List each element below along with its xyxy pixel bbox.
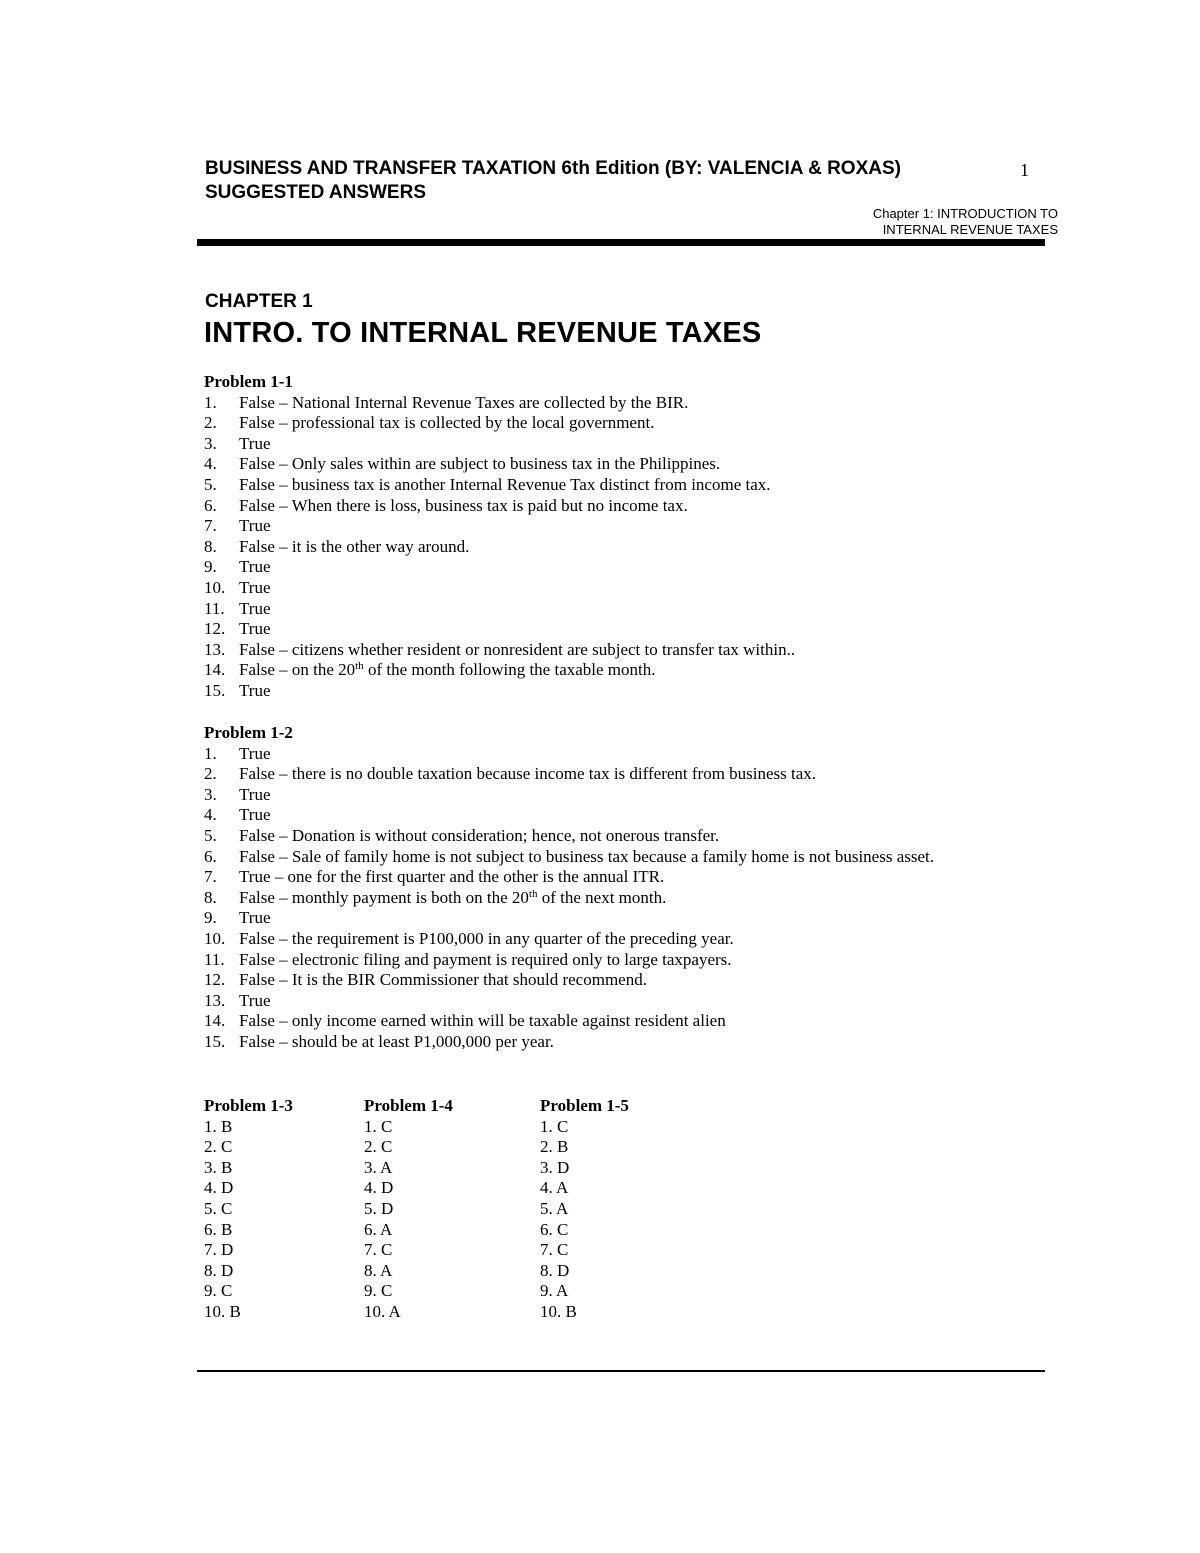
problem-1-1-section	[204, 372, 1024, 702]
answer-row: 3. B	[204, 1157, 233, 1177]
item-text-after: of the month following the taxable month.	[363, 660, 656, 680]
item-text	[239, 888, 1024, 909]
list-item	[204, 888, 1024, 909]
item-number: 3.	[204, 433, 217, 453]
item-text: True	[239, 805, 271, 825]
item-number: 2.	[204, 413, 217, 433]
item-text: True	[239, 784, 271, 804]
list-item	[204, 496, 1024, 517]
list-item	[204, 475, 1024, 496]
answer-row: 1. C	[364, 1116, 393, 1136]
list-item	[204, 826, 1024, 847]
answer-row: 8. D	[540, 1260, 570, 1280]
list-item	[204, 640, 1024, 661]
answer-row: 9. A	[540, 1281, 569, 1301]
answer-row: 9. C	[204, 1281, 233, 1301]
list-item	[204, 929, 1024, 950]
list-item	[204, 950, 1024, 971]
item-text: True	[239, 577, 271, 597]
item-number: 8.	[204, 887, 217, 907]
answer-row: 2. C	[204, 1137, 233, 1157]
answer-row: 8. A	[364, 1260, 393, 1280]
answer-row: 6. C	[540, 1219, 569, 1239]
ordinal-superscript: th	[355, 660, 364, 673]
problem-heading: Problem 1-2	[204, 723, 293, 742]
answer-row: 5. D	[364, 1198, 394, 1218]
item-text: True	[239, 743, 271, 763]
item-text: True	[239, 557, 271, 577]
list-item	[204, 805, 1024, 826]
list-item	[204, 619, 1024, 640]
list-item	[204, 393, 1024, 414]
problem-heading: Problem 1-1	[204, 372, 293, 391]
list-item	[204, 413, 1024, 434]
item-number: 2.	[204, 764, 217, 784]
problem-1-2-section	[204, 723, 1024, 1053]
list-item	[204, 744, 1024, 765]
list-item	[204, 991, 1024, 1012]
list-item	[204, 908, 1024, 929]
answer-row: 1. C	[540, 1116, 569, 1136]
item-text: False – the requirement is P100,000 in any quarter of the preceding year.	[239, 928, 734, 948]
item-number: 6.	[204, 495, 217, 515]
answer-row: 8. D	[204, 1260, 234, 1280]
item-text: False – should be at least P1,000,000 per year.	[239, 1031, 554, 1051]
footer-divider	[197, 1370, 1045, 1372]
item-number: 9.	[204, 557, 217, 577]
item-number: 1.	[204, 392, 217, 412]
problem-1-3-column	[204, 1096, 293, 1323]
item-text: False – professional tax is collected by the local government.	[239, 413, 655, 433]
item-number: 6.	[204, 846, 217, 866]
page-number: 1	[1020, 160, 1029, 180]
list-item	[204, 557, 1024, 578]
answer-row: 10. A	[364, 1301, 401, 1321]
item-number: 5.	[204, 474, 217, 494]
item-text: False – electronic filing and payment is required only to large taxpayers.	[239, 949, 732, 969]
item-number: 4.	[204, 454, 217, 474]
item-text: False – only income earned within will be taxable against resident alien	[239, 1011, 726, 1031]
header-title-line-2: SUGGESTED ANSWERS	[205, 182, 426, 203]
item-number: 9.	[204, 908, 217, 928]
item-text: False – citizens whether resident or nonresident are subject to transfer tax within..	[239, 639, 796, 659]
item-text	[239, 660, 1024, 681]
item-text-before: False – monthly payment is both on the 20	[239, 887, 529, 907]
list-item	[204, 537, 1024, 558]
answer-row: 7. C	[364, 1240, 393, 1260]
problem-1-4-column	[364, 1096, 453, 1323]
item-number: 7.	[204, 867, 217, 887]
item-text: True – one for the first quarter and the other is the annual ITR.	[239, 867, 665, 887]
answer-row: 7. D	[204, 1240, 234, 1260]
item-number: 1.	[204, 743, 217, 763]
header-divider	[197, 239, 1045, 246]
item-text: False – It is the BIR Commissioner that should recommend.	[239, 970, 647, 990]
item-number: 11.	[204, 598, 225, 618]
item-text: False – Sale of family home is not subject to business tax because a family home is not business asset.	[239, 846, 934, 866]
answer-row: 10. B	[540, 1301, 577, 1321]
answer-row: 10. B	[204, 1301, 241, 1321]
chapter-title: INTRO. TO INTERNAL REVENUE TAXES	[204, 317, 762, 349]
answer-row: 2. B	[540, 1137, 569, 1157]
list-item	[204, 578, 1024, 599]
item-number: 15.	[204, 680, 226, 700]
answer-row: 5. C	[204, 1198, 233, 1218]
answer-row: 3. A	[364, 1157, 393, 1177]
chapter-label: CHAPTER 1	[205, 291, 313, 312]
item-text: True	[239, 908, 271, 928]
item-number: 13.	[204, 639, 226, 659]
item-text: False – When there is loss, business tax is paid but no income tax.	[239, 495, 688, 515]
item-number: 14.	[204, 660, 226, 680]
item-text: True	[239, 516, 271, 536]
problem-heading: Problem 1-5	[540, 1096, 629, 1115]
running-chapter-reference	[873, 206, 1058, 238]
item-text: False – National Internal Revenue Taxes are collected by the BIR.	[239, 392, 689, 412]
item-number: 13.	[204, 990, 226, 1010]
problem-1-5-column	[540, 1096, 629, 1323]
header-title-line-1: BUSINESS AND TRANSFER TAXATION 6th Edition (BY: VALENCIA & ROXAS)	[205, 158, 901, 179]
problem-heading: Problem 1-3	[204, 1096, 293, 1115]
item-number: 12.	[204, 619, 226, 639]
item-text-after: of the next month.	[537, 887, 667, 907]
list-item	[204, 681, 1024, 702]
answer-row: 4. D	[364, 1178, 394, 1198]
answer-row: 3. D	[540, 1157, 570, 1177]
item-text: False – there is no double taxation because income tax is different from business tax.	[239, 764, 817, 784]
item-text: True	[239, 619, 271, 639]
chapter-ref-line-2: INTERNAL REVENUE TAXES	[882, 222, 1058, 237]
list-item	[204, 434, 1024, 455]
answer-row: 6. B	[204, 1219, 233, 1239]
item-text: True	[239, 433, 271, 453]
answer-row: 7. C	[540, 1240, 569, 1260]
answer-row: 6. A	[364, 1219, 393, 1239]
item-number: 10.	[204, 928, 226, 948]
list-item	[204, 1032, 1024, 1053]
item-text: False – business tax is another Internal Revenue Tax distinct from income tax.	[239, 474, 771, 494]
item-number: 14.	[204, 1011, 226, 1031]
item-text: False – Donation is without consideration; hence, not onerous transfer.	[239, 825, 720, 845]
item-number: 4.	[204, 805, 217, 825]
answer-row: 4. D	[204, 1178, 234, 1198]
document-header-title	[205, 157, 1045, 205]
answer-row: 1. B	[204, 1116, 233, 1136]
chapter-ref-line-1: Chapter 1: INTRODUCTION TO	[872, 206, 1058, 221]
item-number: 7.	[204, 516, 217, 536]
answer-row: 9. C	[364, 1281, 393, 1301]
item-text: False – it is the other way around.	[239, 536, 470, 556]
answer-row: 2. C	[364, 1137, 393, 1157]
list-item	[204, 785, 1024, 806]
list-item	[204, 867, 1024, 888]
list-item	[204, 970, 1024, 991]
item-number: 12.	[204, 970, 226, 990]
item-number: 15.	[204, 1031, 226, 1051]
item-number: 10.	[204, 577, 226, 597]
list-item	[204, 847, 1024, 868]
list-item	[204, 454, 1024, 475]
ordinal-superscript: th	[528, 887, 538, 900]
item-number: 11.	[204, 949, 225, 969]
item-number: 3.	[204, 784, 217, 804]
list-item	[204, 516, 1024, 537]
answer-row: 5. A	[540, 1198, 569, 1218]
problem-heading: Problem 1-4	[364, 1096, 453, 1115]
list-item	[204, 764, 1024, 785]
item-text: True	[239, 598, 271, 618]
list-item	[204, 599, 1024, 620]
item-text: False – Only sales within are subject to business tax in the Philippines.	[239, 454, 721, 474]
item-number: 8.	[204, 536, 217, 556]
item-text: True	[239, 990, 271, 1010]
item-text-before: False – on the 20	[239, 660, 356, 680]
item-text: True	[239, 680, 271, 700]
answer-row: 4. A	[540, 1178, 569, 1198]
list-item	[204, 1011, 1024, 1032]
item-number: 5.	[204, 825, 217, 845]
list-item	[204, 660, 1024, 681]
